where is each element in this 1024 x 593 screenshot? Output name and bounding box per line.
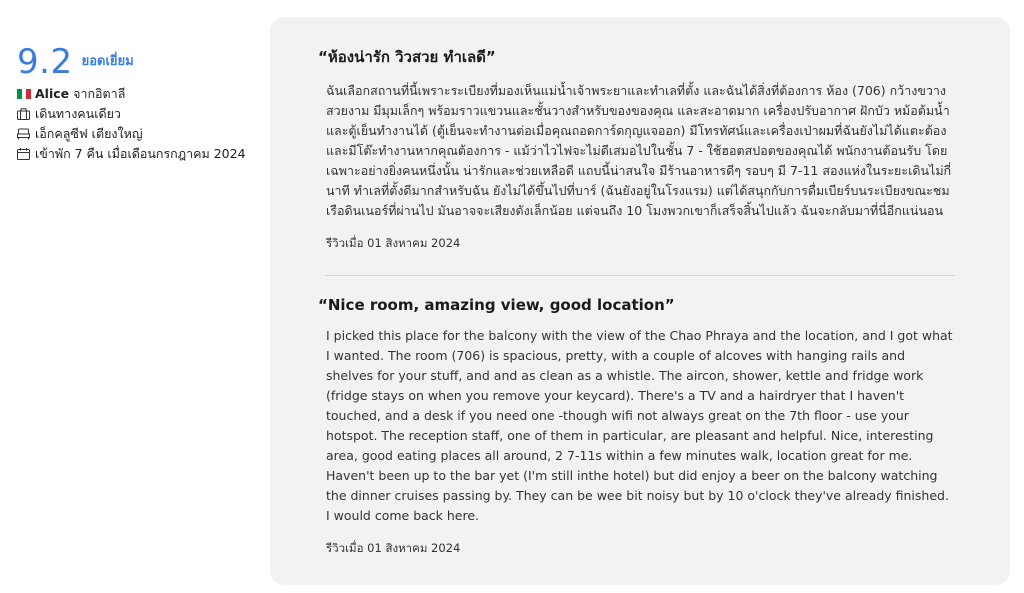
room-type: เอ็กคลูซีฟ เตียงใหญ่: [35, 126, 143, 141]
flag-stripe-red: [26, 89, 31, 99]
review-body: I picked this place for the balcony with the view of the Chao Phraya and the location, and I got what I wanted. The room (706) is spacious, pretty, with a couple of alcoves with hanging rails and shelves for your stuff, and and as clean as a whistle. The aircon, shower, kettle and fridge work (fridge stays on when you remove your keycard). There's a TV and a hairdryer that I haven't touched, and a desk if you need one -though wifi not always great on the 7th floor - use your hotspot. The reception staff, one of them in particular, are pleasant and helpful. Nice, interesting area, good eating places all around, 2 7-11s within a few minutes walk, location great for me. Haven't been up to the bar yet (I'm still inthe hotel) but did enjoy a beer on the balcony watching the dinner cruises passing by. They can be wee bit noisy but by 10 o'clock they've already finished. I would come back here.: [326, 328, 953, 523]
review-card: [270, 17, 1010, 585]
review-english: [318, 296, 958, 558]
reviewer-meta: [17, 84, 247, 164]
bed-icon: [17, 128, 30, 141]
reviewer-panel: [17, 42, 247, 164]
trip-type-line: [17, 104, 247, 124]
italy-flag-icon: [17, 89, 31, 99]
score-label: ยอดเยี่ยม: [81, 54, 134, 69]
review-divider: [325, 275, 955, 276]
review-title: “ห้องน่ารัก วิวสวย ทำเลดี”: [318, 48, 496, 66]
score-row: [17, 42, 247, 82]
review-thai: [318, 45, 958, 253]
review-body: ฉันเลือกสถานที่นี้เพราะระเบียงที่มองเห็นแม่น้ำเจ้าพระยาและทำเลที่ตั้ง และฉันได้สิ่งที่ต้องการ ห้อง (706) กว้างขวาง สวยงาม มีมุมเล็กๆ พร้อมราวแขวนและชั้นวางสำหรับของของคุณ และสะอาดมาก เครื่องปรับอากาศ ฝักบัว หม้อต้มน้ำ และตู้เย็นทำงานได้ (ตู้เย็นจะทำงานต่อเมื่อคุณถอดการ์ดกุญแจออก) มีโทรทัศน์และเครื่องเป่าผมที่ฉันยังไม่ได้แตะต้อง และมีโต๊ะทำงานหากคุณต้องการ - แม้ว่าไวไฟจะไม่ดีเสมอไปในชั้น 7 - ใช้ฮอตสปอตของคุณได้ พนักงานต้อนรับ โดยเฉพาะอย่างยิ่งคนหนึ่งนั้น น่ารักและช่วยเหลือดี แถบนี้น่าสนใจ มีร้านอาหารดีๆ รอบๆ มี 7-11 สองแห่งในระยะเดินไม่กี่นาที ทำเลที่ตั้งดีมากสำหรับฉัน ยังไม่ได้ขึ้นไปที่บาร์ (ฉันยังอยู่ในโรงแรม) แต่ได้สนุกกับการดื่มเบียร์บนระเบียงขณะชมเรือดินเนอร์ที่ผ่านไป มันอาจจะเสียงดังเล็กน้อย แต่จนถึง 10 โมงพวกเขาก็เสร็จสิ้นไปแล้ว ฉันจะกลับมาที่นี่อีกแน่นอน: [326, 83, 952, 218]
reviewer-name-line: [17, 84, 247, 104]
review-score: 9.2: [17, 42, 73, 82]
stay-line: [17, 144, 247, 164]
reviewer-name: Alice: [35, 86, 70, 101]
room-type-line: [17, 124, 247, 144]
review-date: รีวิวเมื่อ 01 สิงหาคม 2024: [326, 541, 461, 555]
stay-info: เข้าพัก 7 คืน เมื่อเดือนกรกฎาคม 2024: [35, 146, 246, 161]
reviewer-country: จากอิตาลี: [73, 86, 126, 101]
suitcase-icon: [17, 108, 30, 121]
review-date: รีวิวเมื่อ 01 สิงหาคม 2024: [326, 236, 461, 250]
calendar-icon: [17, 147, 30, 160]
review-title: “Nice room, amazing view, good location”: [318, 296, 675, 314]
trip-type: เดินทางคนเดียว: [35, 106, 121, 121]
